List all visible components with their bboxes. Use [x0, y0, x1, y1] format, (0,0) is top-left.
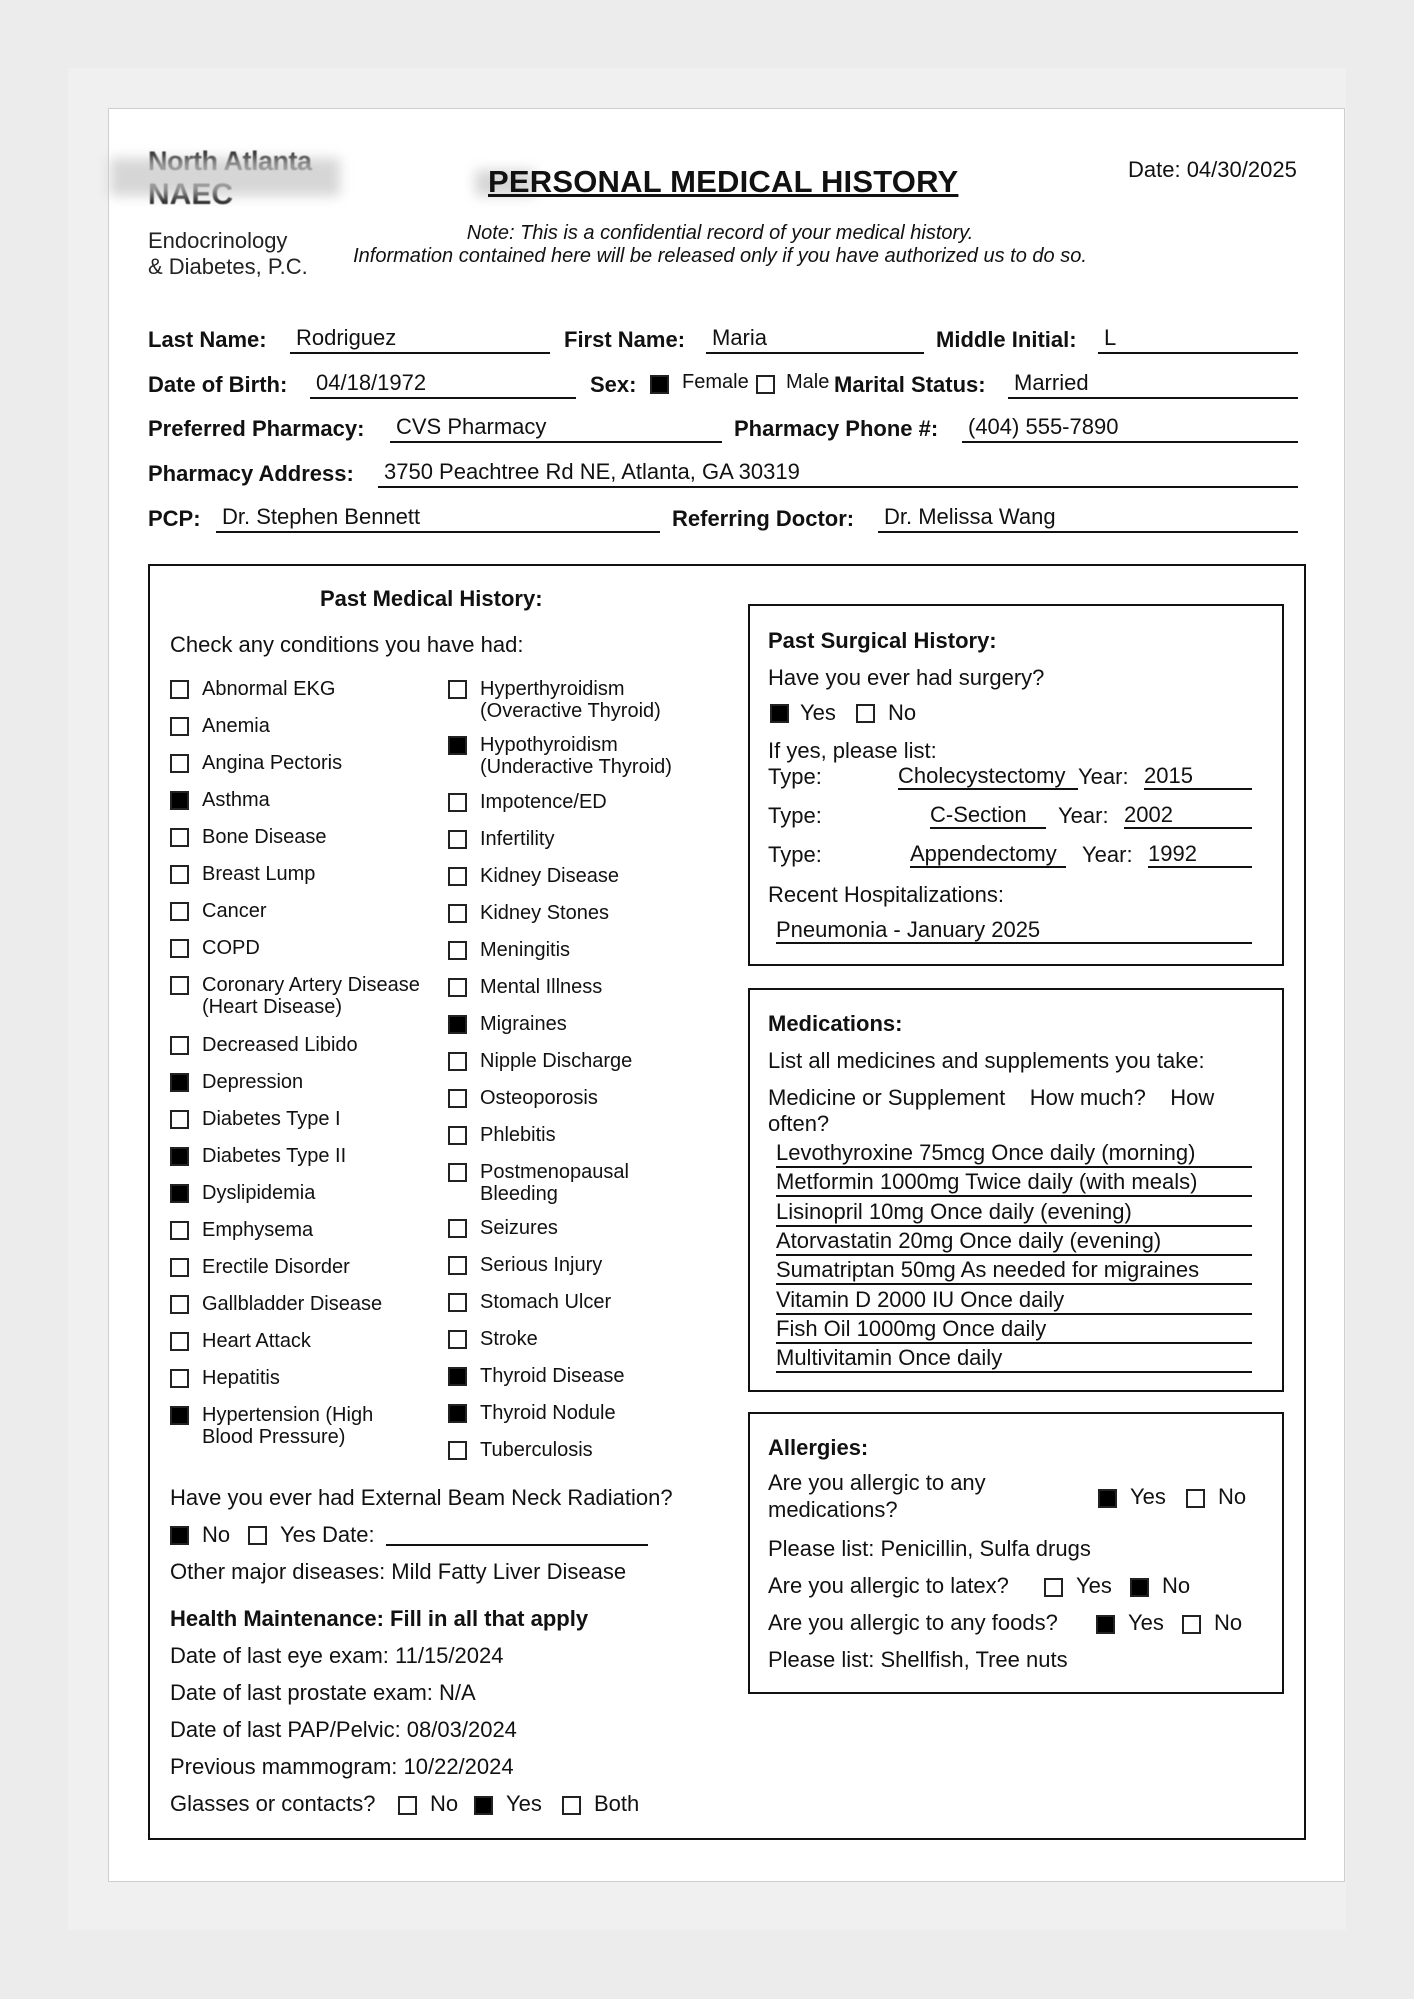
condition-checkbox[interactable] [448, 1089, 467, 1108]
dob-label: Date of Birth: [148, 372, 288, 397]
condition-label: Angina Pectoris [202, 752, 343, 774]
medication-entry[interactable]: Lisinopril 10mg Once daily (evening) [776, 1199, 1252, 1227]
medications-heading: Medications: [768, 1011, 903, 1036]
sex-female-label: Female [682, 371, 749, 393]
food-allergy-list: Please list: Shellfish, Tree nuts [768, 1647, 1068, 1672]
surgery-no-checkbox[interactable] [856, 704, 875, 723]
surgery-type-field[interactable]: C-Section [930, 803, 1046, 829]
condition-checkbox[interactable] [448, 1052, 467, 1071]
pharmacy-phone-label: Pharmacy Phone #: [734, 416, 939, 441]
first-name-label: First Name: [564, 327, 686, 352]
condition-label: Postmenopausal Bleeding [480, 1161, 629, 1205]
condition-label: Mental Illness [480, 976, 603, 998]
condition-label: Cancer [202, 900, 267, 922]
latex-yes-checkbox[interactable] [1044, 1578, 1063, 1597]
last-name-field[interactable]: Rodriguez [290, 326, 550, 354]
hospitalizations-label: Recent Hospitalizations: [768, 882, 1005, 907]
surgery-type-field[interactable]: Cholecystectomy [898, 764, 1078, 790]
pharmacy-field[interactable]: CVS Pharmacy [390, 415, 722, 443]
surgery-type-label: Type: [768, 842, 822, 867]
condition-checkbox[interactable] [448, 680, 467, 699]
condition-label: Breast Lump [202, 863, 316, 885]
referring-doctor-field[interactable]: Dr. Melissa Wang [878, 505, 1298, 533]
condition-label-line2: (Heart Disease) [202, 996, 343, 1018]
surgery-year-field[interactable]: 2002 [1124, 803, 1252, 829]
last-name-label: Last Name: [148, 327, 267, 352]
surgery-year-field[interactable]: 2015 [1144, 764, 1252, 790]
condition-label: Impotence/ED [480, 791, 607, 813]
pmh-instruction: Check any conditions you have had: [170, 632, 524, 657]
condition-label: Thyroid Nodule [480, 1402, 616, 1424]
med-allergy-question-1: Are you allergic to any [768, 1470, 986, 1495]
condition-label: Asthma [202, 789, 270, 811]
food-question: Are you allergic to any foods? [768, 1610, 1058, 1635]
condition-checkbox[interactable] [448, 736, 467, 755]
condition-label-line2: Blood Pressure) [202, 1426, 346, 1448]
pharmacy-address-field[interactable]: 3750 Peachtree Rd NE, Atlanta, GA 30319 [378, 460, 1298, 488]
sex-label: Sex: [590, 372, 637, 397]
condition-label: Gallbladder Disease [202, 1293, 383, 1315]
condition-checkbox[interactable] [170, 1406, 189, 1425]
pharmacy-address-label: Pharmacy Address: [148, 461, 354, 486]
radiation-no-checkbox[interactable] [170, 1526, 189, 1545]
radiation-yes-label: Yes Date: [280, 1522, 375, 1547]
condition-checkbox[interactable] [448, 1126, 467, 1145]
condition-checkbox[interactable] [448, 867, 467, 886]
condition-label: Stroke [480, 1328, 538, 1350]
first-name-field[interactable]: Maria [706, 326, 924, 354]
surgery-yes-checkbox[interactable] [770, 704, 789, 723]
condition-checkbox[interactable] [448, 1404, 467, 1423]
medication-entry[interactable]: Metformin 1000mg Twice daily (with meals) [776, 1169, 1252, 1197]
dob-field[interactable]: 04/18/1972 [310, 371, 576, 399]
glasses-yes-checkbox[interactable] [474, 1796, 493, 1815]
med-allergy-no-label: No [1218, 1484, 1247, 1509]
pcp-label: PCP: [148, 506, 201, 531]
latex-question: Are you allergic to latex? [768, 1573, 1009, 1598]
glasses-no-label: No [430, 1791, 459, 1816]
med-allergy-list: Please list: Penicillin, Sulfa drugs [768, 1536, 1091, 1561]
medications-columns-line2: often? [768, 1111, 830, 1136]
condition-checkbox[interactable] [170, 976, 189, 995]
condition-label: Serious Injury [480, 1254, 603, 1276]
glasses-both-checkbox[interactable] [562, 1796, 581, 1815]
condition-checkbox[interactable] [448, 978, 467, 997]
practice-line1: Endocrinology [148, 228, 288, 253]
condition-label: Hyperthyroidism (Overactive Thyroid) [480, 678, 661, 722]
mammogram: Previous mammogram: 10/22/2024 [170, 1754, 514, 1779]
glasses-both-label: Both [594, 1791, 640, 1816]
condition-checkbox[interactable] [448, 1219, 467, 1238]
surgery-list-label: If yes, please list: [768, 738, 937, 763]
middle-initial-field[interactable]: L [1098, 326, 1298, 354]
condition-checkbox[interactable] [448, 793, 467, 812]
condition-label-line2: (Overactive Thyroid) [480, 700, 661, 722]
medication-entry[interactable]: Atorvastatin 20mg Once daily (evening) [776, 1228, 1252, 1256]
condition-checkbox[interactable] [170, 1147, 189, 1166]
condition-label: Bone Disease [202, 826, 327, 848]
condition-label: Heart Attack [202, 1330, 311, 1352]
condition-label: Phlebitis [480, 1124, 556, 1146]
marital-status-label: Marital Status: [834, 372, 986, 397]
condition-label: Diabetes Type I [202, 1108, 341, 1130]
condition-label-line2: (Underactive Thyroid) [480, 756, 672, 778]
radiation-yes-checkbox[interactable] [248, 1526, 267, 1545]
condition-checkbox[interactable] [170, 1258, 189, 1277]
glasses-no-checkbox[interactable] [398, 1796, 417, 1815]
condition-label: Nipple Discharge [480, 1050, 633, 1072]
surgery-type-field[interactable]: Appendectomy [910, 842, 1066, 868]
surgery-type-label: Type: [768, 764, 822, 789]
condition-checkbox[interactable] [170, 1369, 189, 1388]
condition-label: Erectile Disorder [202, 1256, 350, 1278]
condition-label: Seizures [480, 1217, 558, 1239]
condition-checkbox[interactable] [448, 830, 467, 849]
condition-checkbox[interactable] [170, 1184, 189, 1203]
condition-checkbox[interactable] [170, 754, 189, 773]
glasses-label: Glasses or contacts? [170, 1791, 376, 1816]
latex-no-label: No [1162, 1573, 1191, 1598]
med-allergy-no-checkbox[interactable] [1186, 1489, 1205, 1508]
surgery-yes-label: Yes [800, 700, 836, 725]
note-line1: Note: This is a confidential record of your medical history. [466, 222, 974, 244]
sex-male-checkbox[interactable] [756, 375, 775, 394]
condition-label: Infertility [480, 828, 555, 850]
condition-checkbox[interactable] [170, 1221, 189, 1240]
condition-label: Depression [202, 1071, 304, 1093]
condition-label: Tuberculosis [480, 1439, 593, 1461]
condition-label: Anemia [202, 715, 270, 737]
pcp-field[interactable]: Dr. Stephen Bennett [216, 505, 660, 533]
medications-instruction: List all medicines and supplements you take: [768, 1048, 1205, 1073]
condition-checkbox[interactable] [170, 1295, 189, 1314]
med-allergy-question-2: medications? [768, 1497, 898, 1522]
condition-checkbox[interactable] [448, 1015, 467, 1034]
med-allergy-yes-checkbox[interactable] [1098, 1489, 1117, 1508]
condition-checkbox[interactable] [448, 1330, 467, 1349]
surgery-year-label: Year: [1078, 764, 1129, 789]
condition-checkbox[interactable] [170, 939, 189, 958]
condition-checkbox[interactable] [170, 1332, 189, 1351]
condition-label: COPD [202, 937, 260, 959]
medications-columns-line1: Medicine or Supplement How much? How [768, 1085, 1215, 1110]
middle-initial-label: Middle Initial: [936, 327, 1077, 352]
other-diseases: Other major diseases: Mild Fatty Liver Disease [170, 1559, 627, 1584]
condition-label: Abnormal EKG [202, 678, 336, 700]
condition-checkbox[interactable] [448, 904, 467, 923]
condition-checkbox[interactable] [170, 902, 189, 921]
hospitalizations-field[interactable]: Pneumonia - January 2025 [776, 918, 1252, 944]
surgical-heading: Past Surgical History: [768, 628, 997, 653]
condition-label: Kidney Disease [480, 865, 619, 887]
condition-checkbox[interactable] [448, 1367, 467, 1386]
condition-label: Migraines [480, 1013, 567, 1035]
radiation-date-field[interactable] [386, 1544, 648, 1546]
condition-checkbox[interactable] [170, 680, 189, 699]
redaction-blur [110, 158, 340, 196]
food-yes-checkbox[interactable] [1096, 1615, 1115, 1634]
latex-yes-label: Yes [1076, 1573, 1112, 1598]
condition-label: Kidney Stones [480, 902, 609, 924]
food-yes-label: Yes [1128, 1610, 1164, 1635]
condition-checkbox[interactable] [170, 1073, 189, 1092]
condition-checkbox[interactable] [170, 1036, 189, 1055]
allergies-heading: Allergies: [768, 1435, 869, 1460]
condition-label: Coronary Artery Disease (Heart Disease) [202, 974, 420, 1018]
radiation-no-label: No [202, 1522, 231, 1547]
medication-entry[interactable]: Vitamin D 2000 IU Once daily [776, 1287, 1252, 1315]
marital-status-field[interactable]: Married [1008, 371, 1298, 399]
food-no-checkbox[interactable] [1182, 1615, 1201, 1634]
radiation-question: Have you ever had External Beam Neck Radiation? [170, 1485, 673, 1510]
pmh-heading: Past Medical History: [320, 586, 543, 611]
pap-exam: Date of last PAP/Pelvic: 08/03/2024 [170, 1717, 517, 1742]
condition-checkbox[interactable] [170, 865, 189, 884]
practice-line2: & Diabetes, P.C. [148, 254, 308, 279]
medication-entry[interactable]: Sumatriptan 50mg As needed for migraines [776, 1257, 1252, 1285]
condition-checkbox[interactable] [170, 828, 189, 847]
page-title: PERSONAL MEDICAL HISTORY [488, 164, 959, 199]
prostate-exam: Date of last prostate exam: N/A [170, 1680, 476, 1705]
medication-entry[interactable]: Multivitamin Once daily [776, 1345, 1252, 1373]
food-no-label: No [1214, 1610, 1243, 1635]
condition-checkbox[interactable] [448, 1441, 467, 1460]
latex-no-checkbox[interactable] [1130, 1578, 1149, 1597]
condition-label-line2: Bleeding [480, 1183, 558, 1205]
medication-entry[interactable]: Levothyroxine 75mcg Once daily (morning) [776, 1140, 1252, 1168]
condition-checkbox[interactable] [448, 1163, 467, 1182]
condition-label: Stomach Ulcer [480, 1291, 612, 1313]
condition-label: Decreased Libido [202, 1034, 358, 1056]
health-maintenance-heading: Health Maintenance: Fill in all that apply [170, 1606, 589, 1631]
confidential-note [320, 222, 1120, 268]
form-date: Date: 04/30/2025 [1128, 157, 1297, 182]
surgery-year-label: Year: [1082, 842, 1133, 867]
pharmacy-phone-field[interactable]: (404) 555-7890 [962, 415, 1298, 443]
condition-checkbox[interactable] [170, 791, 189, 810]
condition-label: Osteoporosis [480, 1087, 598, 1109]
surgery-no-label: No [888, 700, 917, 725]
sex-male-label: Male [786, 371, 830, 393]
condition-label: Hypothyroidism (Underactive Thyroid) [480, 734, 672, 778]
condition-label: Hypertension (High Blood Pressure) [202, 1404, 374, 1448]
surgery-question: Have you ever had surgery? [768, 665, 1045, 690]
referring-doctor-label: Referring Doctor: [672, 506, 855, 531]
condition-checkbox[interactable] [448, 1256, 467, 1275]
sex-female-checkbox[interactable] [650, 375, 669, 394]
surgery-type-label: Type: [768, 803, 822, 828]
condition-checkbox[interactable] [448, 941, 467, 960]
condition-label: Emphysema [202, 1219, 314, 1241]
surgery-year-field[interactable]: 1992 [1148, 842, 1252, 868]
condition-label: Meningitis [480, 939, 571, 961]
condition-label: Thyroid Disease [480, 1365, 625, 1387]
condition-label: Dyslipidemia [202, 1182, 316, 1204]
condition-label: Diabetes Type II [202, 1145, 347, 1167]
condition-label: Hepatitis [202, 1367, 280, 1389]
condition-checkbox[interactable] [170, 1110, 189, 1129]
condition-checkbox[interactable] [170, 717, 189, 736]
glasses-yes-label: Yes [506, 1791, 542, 1816]
surgery-year-label: Year: [1058, 803, 1109, 828]
condition-checkbox[interactable] [448, 1293, 467, 1312]
eye-exam: Date of last eye exam: 11/15/2024 [170, 1643, 504, 1668]
medication-entry[interactable]: Fish Oil 1000mg Once daily [776, 1316, 1252, 1344]
med-allergy-yes-label: Yes [1130, 1484, 1166, 1509]
pharmacy-label: Preferred Pharmacy: [148, 416, 365, 441]
note-line2: Information contained here will be released only if you have authorized us to do so. [353, 245, 1087, 267]
